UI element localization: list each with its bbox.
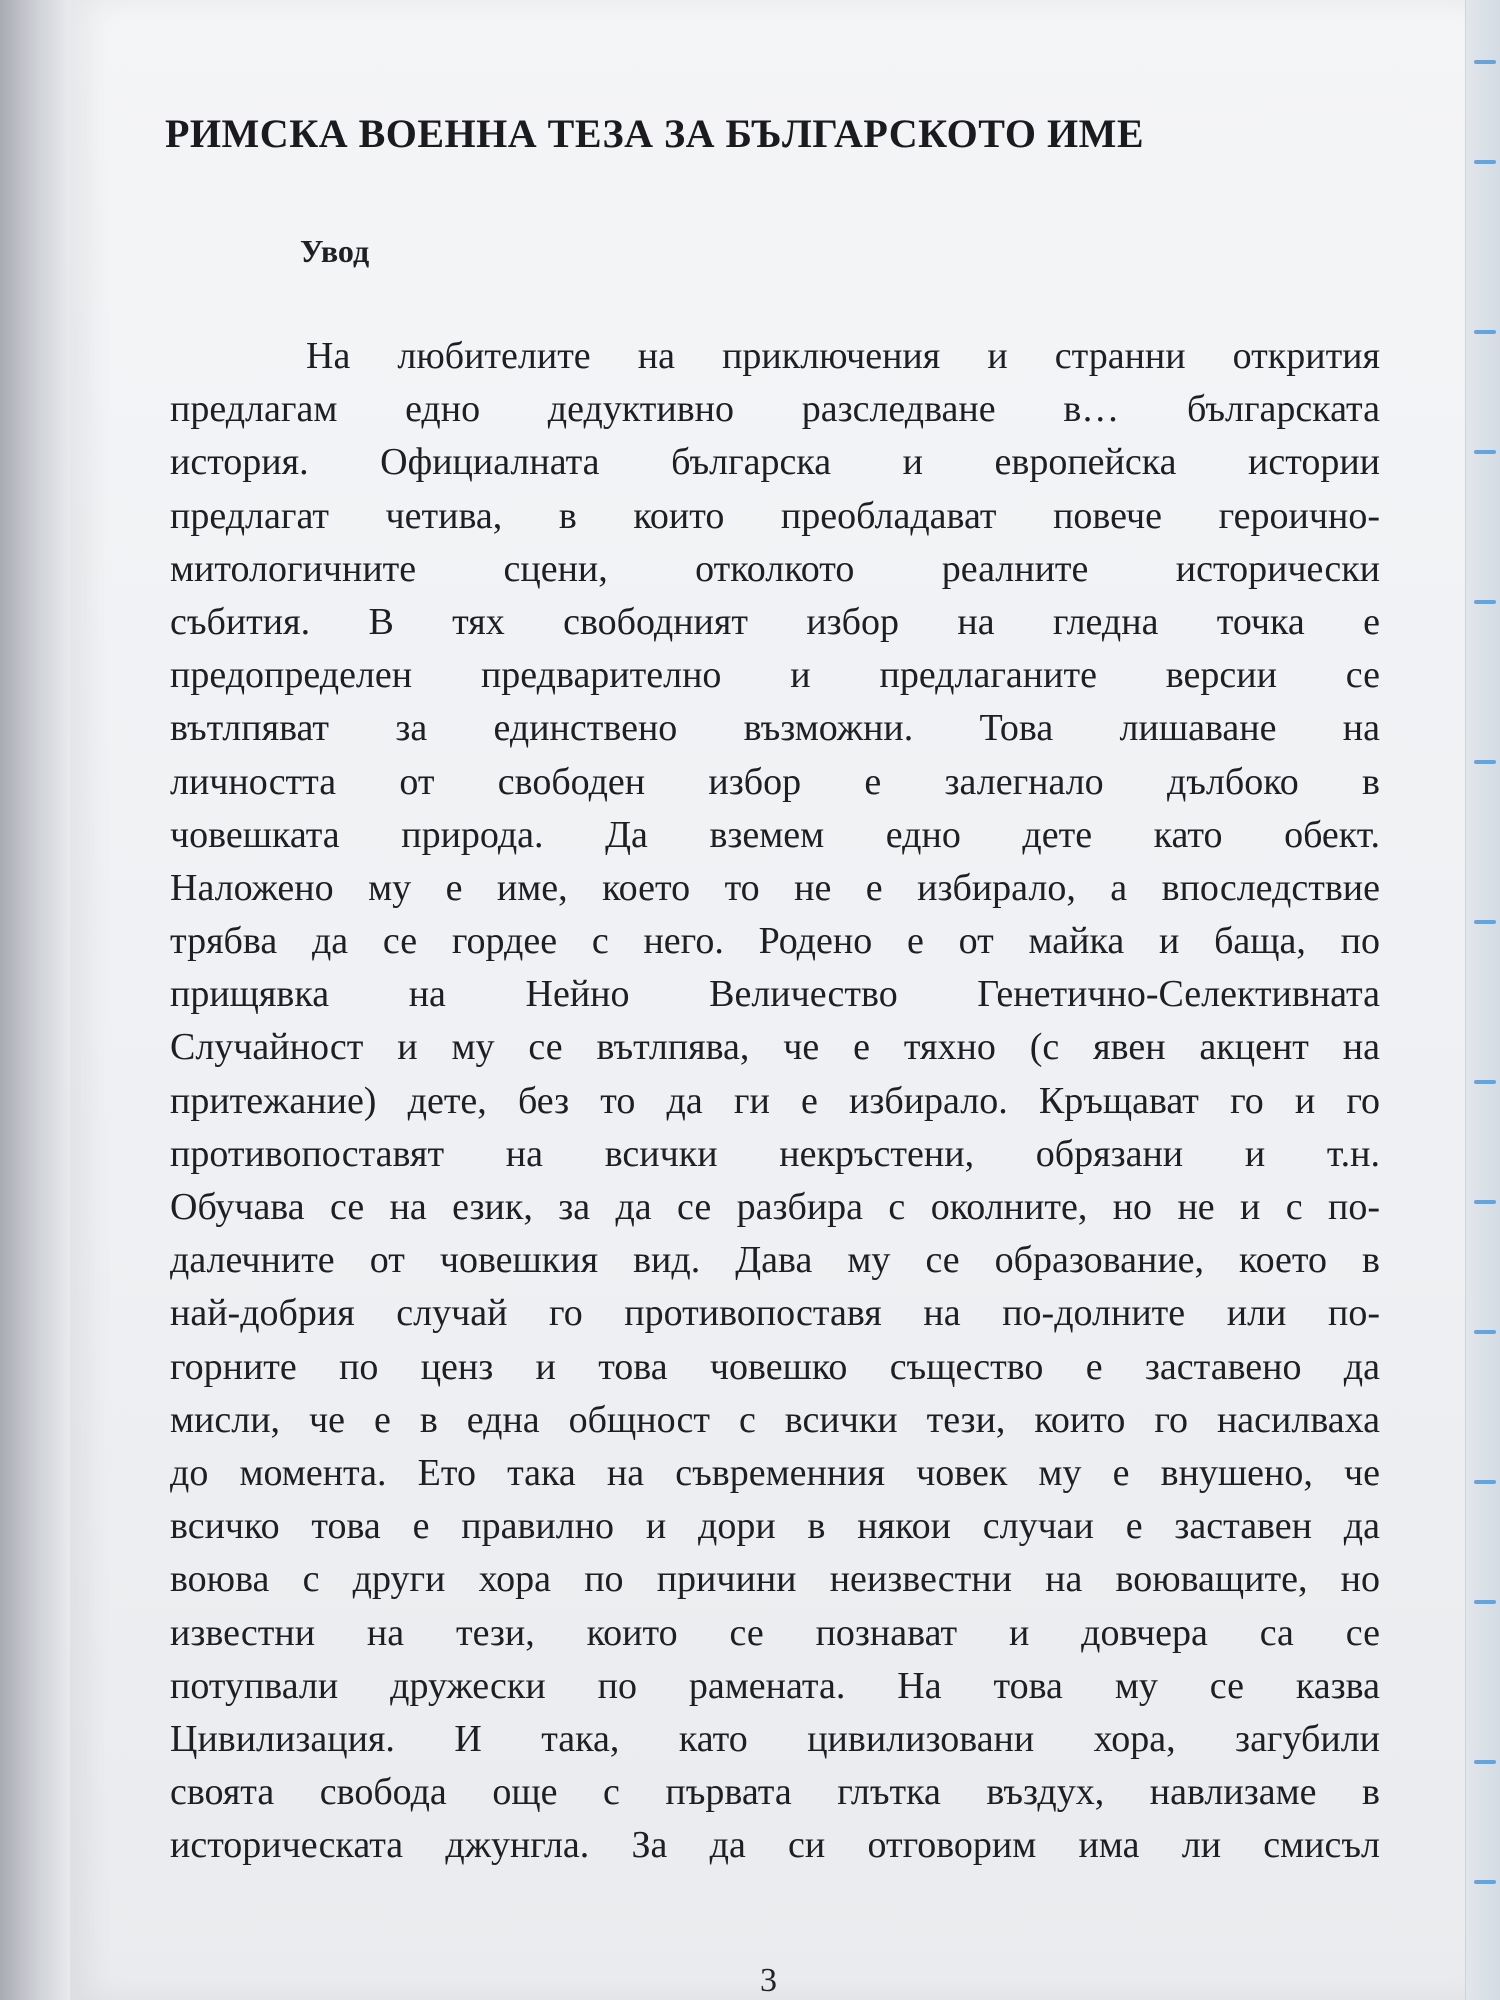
page-title: РИМСКА ВОЕННА ТЕЗА ЗА БЪЛГАРСКОТО ИМЕ xyxy=(165,111,1145,156)
text-line: личността от свободен избор е залегнало дълбоко в xyxy=(170,760,1380,803)
book-gutter xyxy=(0,0,70,2000)
text-line: до момента. Ето така на съвременния човек му е внушено, че xyxy=(170,1451,1380,1494)
text-line: Наложено му е име, което то не е избирало, а впоследствие xyxy=(170,866,1380,909)
text-line: всичко това е правилно и дори в някои случаи е заставен да xyxy=(170,1505,1380,1548)
text-line: вътлпяват за единствено възможни. Това лишаване на xyxy=(170,707,1380,750)
text-line: противопоставят на всички некръстени, обрязани и т.н. xyxy=(170,1132,1380,1175)
section-heading: Увод xyxy=(300,233,370,269)
text-line: мисли, че е в една общност с всички тези, които го насилваха xyxy=(170,1398,1380,1441)
text-line: воюва с други хора по причини неизвестни на воюващите, но xyxy=(170,1558,1380,1601)
text-line: най-добрия случай го противопоставя на по-долните или по- xyxy=(170,1292,1380,1335)
text-line: горните по ценз и това човешко същество е заставено да xyxy=(170,1345,1380,1388)
text-line: своята свобода още с първата глътка въздух, навлизаме в xyxy=(170,1771,1380,1814)
text-line: далечните от човешкия вид. Дава му се образование, което в xyxy=(170,1239,1380,1282)
text-line: митологичните сцени, отколкото реалните исторически xyxy=(170,547,1380,590)
text-line: Обучава се на език, за да се разбира с околните, но не и с по- xyxy=(170,1186,1380,1228)
text-line: историческата джунгла. За да си отговорим има ли смисъл xyxy=(170,1824,1380,1867)
text-line: притежание) дете, без то да ги е избирало. Кръщават го и го xyxy=(170,1079,1380,1122)
text-line: Цивилизация. И така, като цивилизовани хора, загубили xyxy=(170,1717,1380,1760)
page-number: 3 xyxy=(760,1962,777,1999)
text-line: потупвали дружески по рамената. На това му се казва xyxy=(170,1664,1380,1707)
text-line: известни на тези, които се познават и довчера са се xyxy=(170,1611,1380,1654)
next-page-edge xyxy=(1465,0,1500,2000)
text-line: предлагам едно дедуктивно разследване в… българската xyxy=(170,388,1380,431)
text-line: Случайност и му се вътлпява, че е тяхно (с явен акцент на xyxy=(170,1026,1380,1069)
text-line: събития. В тях свободният избор на гледна точка е xyxy=(170,600,1380,643)
text-line: предопределен предварително и предлаганите версии се xyxy=(170,654,1380,697)
body-text xyxy=(170,330,1380,1872)
text-line: На любителите на приключения и странни открития xyxy=(306,335,1380,377)
book-page xyxy=(70,0,1470,2000)
text-line: трябва да се гордее с него. Родено е от майка и баща, по xyxy=(170,920,1380,963)
text-line: история. Официалната българска и европейска истории xyxy=(170,441,1380,484)
text-line: човешката природа. Да вземем едно дете като обект. xyxy=(170,813,1380,856)
text-line: прищявка на Нейно Величество Генетично-Селективната xyxy=(170,973,1380,1016)
text-line: предлагат четива, в които преобладават повече героично- xyxy=(170,494,1380,537)
